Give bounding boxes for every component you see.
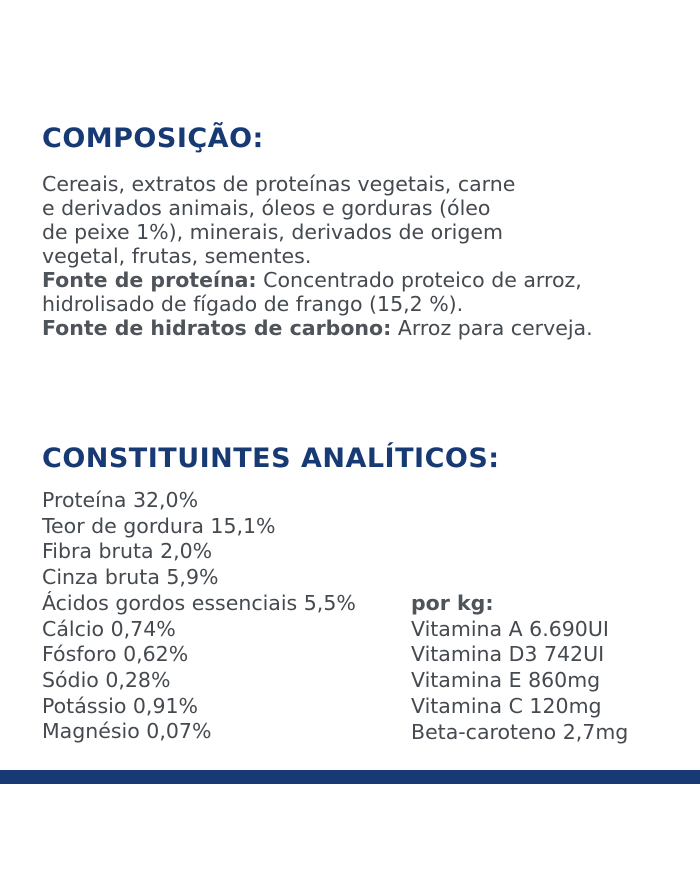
carb-source-text: Arroz para cerveja.	[391, 316, 593, 340]
composition-line: Cereais, extratos de proteínas vegetais, carne	[42, 172, 516, 196]
constituent-item: Proteína 32,0%	[42, 488, 199, 512]
constituent-item: Fósforo 0,62%	[42, 642, 189, 667]
carb-source-line	[42, 316, 682, 340]
vitamin-item: Vitamina A 6.690UI	[411, 616, 609, 641]
constituent-item: Magnésio 0,07%	[42, 719, 212, 744]
analytical-constituents-list	[42, 488, 356, 745]
constituent-item: Ácidos gordos essenciais 5,5%	[42, 590, 356, 615]
constituent-item: Cálcio 0,74%	[42, 616, 176, 641]
composition-text	[42, 172, 682, 340]
constituent-item: Teor de gordura 15,1%	[42, 513, 276, 538]
footer-bar	[0, 770, 700, 784]
vitamin-item: Vitamina C 120mg	[411, 693, 602, 718]
carb-source-label: Fonte de hidratos de carbono:	[42, 316, 392, 340]
analytical-constituents-heading: CONSTITUINTES ANALÍTICOS:	[42, 443, 500, 474]
protein-source-label: Fonte de proteína:	[42, 268, 257, 292]
vitamin-item: Vitamina D3 742UI	[411, 642, 605, 667]
protein-source-line	[42, 268, 682, 292]
vitamin-item: Vitamina E 860mg	[411, 668, 601, 693]
vitamin-item: Beta-caroteno 2,7mg	[411, 719, 629, 744]
vitamins-per-kg-list	[411, 591, 628, 745]
composition-line: de peixe 1%), minerais, derivados de origem	[42, 220, 503, 244]
composition-line: e derivados animais, óleos e gorduras (óleo	[42, 196, 491, 220]
constituent-item: Sódio 0,28%	[42, 667, 171, 692]
constituent-item: Cinza bruta 5,9%	[42, 565, 219, 590]
constituent-item: Potássio 0,91%	[42, 693, 199, 718]
protein-source-line-2: hidrolisado de fígado de frango (15,2 %).	[42, 292, 464, 316]
per-kg-label: por kg:	[411, 591, 494, 615]
constituent-item: Fibra bruta 2,0%	[42, 539, 213, 564]
protein-source-text: Concentrado proteico de arroz,	[256, 268, 582, 292]
composition-line: vegetal, frutas, sementes.	[42, 244, 312, 268]
composition-heading: COMPOSIÇÃO:	[42, 123, 264, 154]
